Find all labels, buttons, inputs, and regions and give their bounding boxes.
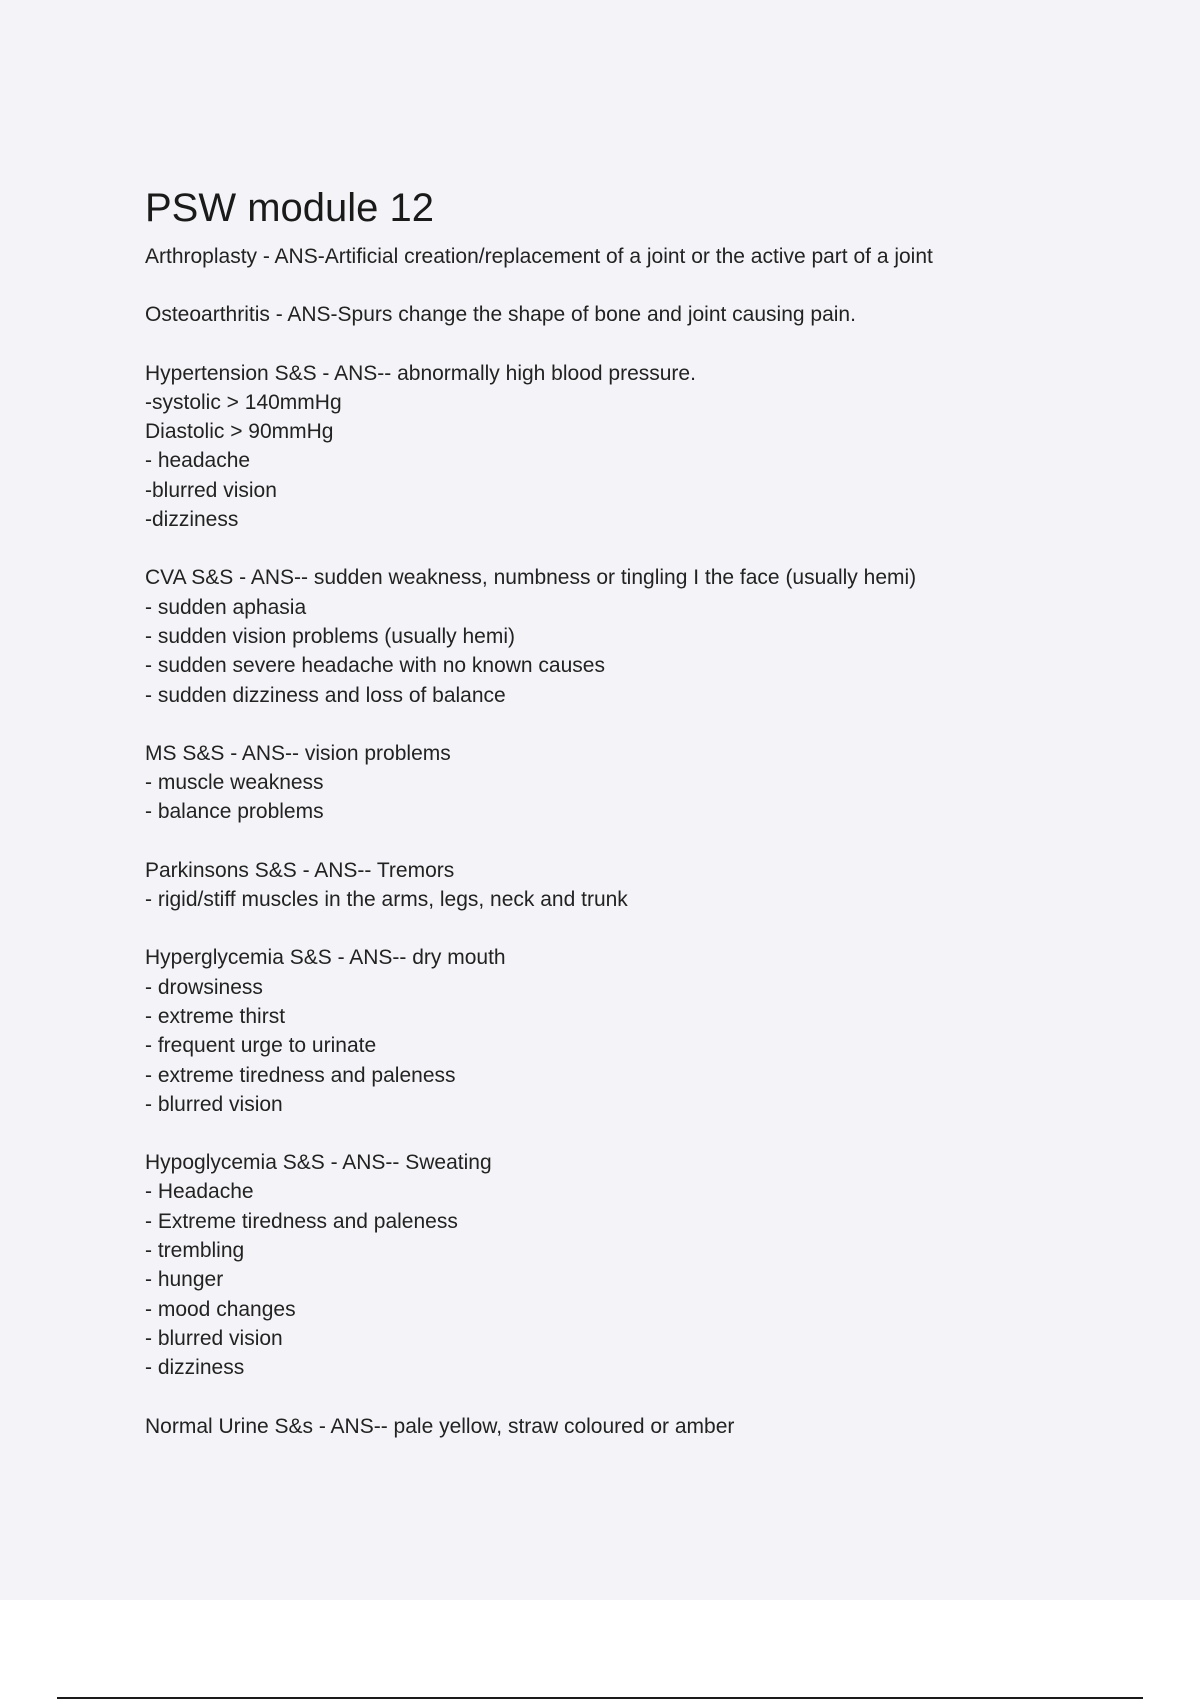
entry-line: -systolic > 140mmHg bbox=[145, 390, 342, 414]
entry-line: -dizziness bbox=[145, 508, 239, 532]
entry-line: - headache bbox=[145, 449, 251, 473]
entry-line: Hypoglycemia S&S - ANS-- Sweating bbox=[145, 1151, 492, 1175]
entry-line: MS S&S - ANS-- vision problems bbox=[145, 741, 451, 765]
entry-line: - Headache bbox=[145, 1180, 254, 1204]
entry-osteoarthritis bbox=[145, 300, 1105, 329]
footer-divider bbox=[57, 1697, 1143, 1699]
entry-line: Arthroplasty - ANS-Artificial creation/replacement of a joint or the active part of a joint bbox=[145, 245, 933, 268]
entry-line: - blurred vision bbox=[145, 1092, 283, 1116]
entry-line: - sudden dizziness and loss of balance bbox=[145, 683, 506, 707]
entry-line: - rigid/stiff muscles in the arms, legs, neck and trunk bbox=[145, 888, 628, 912]
entry-parkinsons bbox=[145, 856, 1105, 915]
entry-line: - muscle weakness bbox=[145, 771, 324, 795]
entry-line: - extreme tiredness and paleness bbox=[145, 1063, 456, 1087]
entry-arthroplasty bbox=[145, 242, 1105, 271]
entry-hyperglycemia bbox=[145, 943, 1105, 1119]
entry-line: - drowsiness bbox=[145, 975, 263, 999]
entry-line: - sudden aphasia bbox=[145, 595, 307, 619]
entry-line: - dizziness bbox=[145, 1356, 245, 1380]
entry-line: - sudden vision problems (usually hemi) bbox=[145, 624, 515, 648]
entry-line: Osteoarthritis - ANS-Spurs change the shape of bone and joint causing pain. bbox=[145, 303, 856, 327]
entry-line: - balance problems bbox=[145, 800, 324, 824]
entry-ms bbox=[145, 739, 1105, 827]
document-title: PSW module 12 bbox=[145, 186, 435, 230]
entry-line: -blurred vision bbox=[145, 478, 277, 502]
entry-line: - hunger bbox=[145, 1268, 224, 1292]
entry-hypoglycemia bbox=[145, 1148, 1105, 1382]
entry-line: Diastolic > 90mmHg bbox=[145, 420, 334, 444]
entry-line: - mood changes bbox=[145, 1297, 296, 1321]
entry-line: Hypertension S&S - ANS-- abnormally high blood pressure. bbox=[145, 361, 696, 385]
entry-line: - Extreme tiredness and paleness bbox=[145, 1209, 458, 1233]
entry-normal-urine bbox=[145, 1412, 1105, 1441]
entry-line: - blurred vision bbox=[145, 1326, 283, 1350]
entry-line: - sudden severe headache with no known causes bbox=[145, 654, 605, 678]
entry-line: Hyperglycemia S&S - ANS-- dry mouth bbox=[145, 946, 506, 970]
entry-line: - frequent urge to urinate bbox=[145, 1034, 377, 1058]
entry-line: Parkinsons S&S - ANS-- Tremors bbox=[145, 858, 455, 882]
entry-line: - trembling bbox=[145, 1239, 245, 1263]
document-content bbox=[145, 180, 1105, 1470]
entry-hypertension bbox=[145, 359, 1105, 535]
entry-line: Normal Urine S&s - ANS-- pale yellow, straw coloured or amber bbox=[145, 1414, 735, 1438]
entry-line: CVA S&S - ANS-- sudden weakness, numbness or tingling I the face (usually hemi) bbox=[145, 566, 917, 590]
entry-line: - extreme thirst bbox=[145, 1004, 286, 1028]
entry-cva bbox=[145, 563, 1105, 709]
